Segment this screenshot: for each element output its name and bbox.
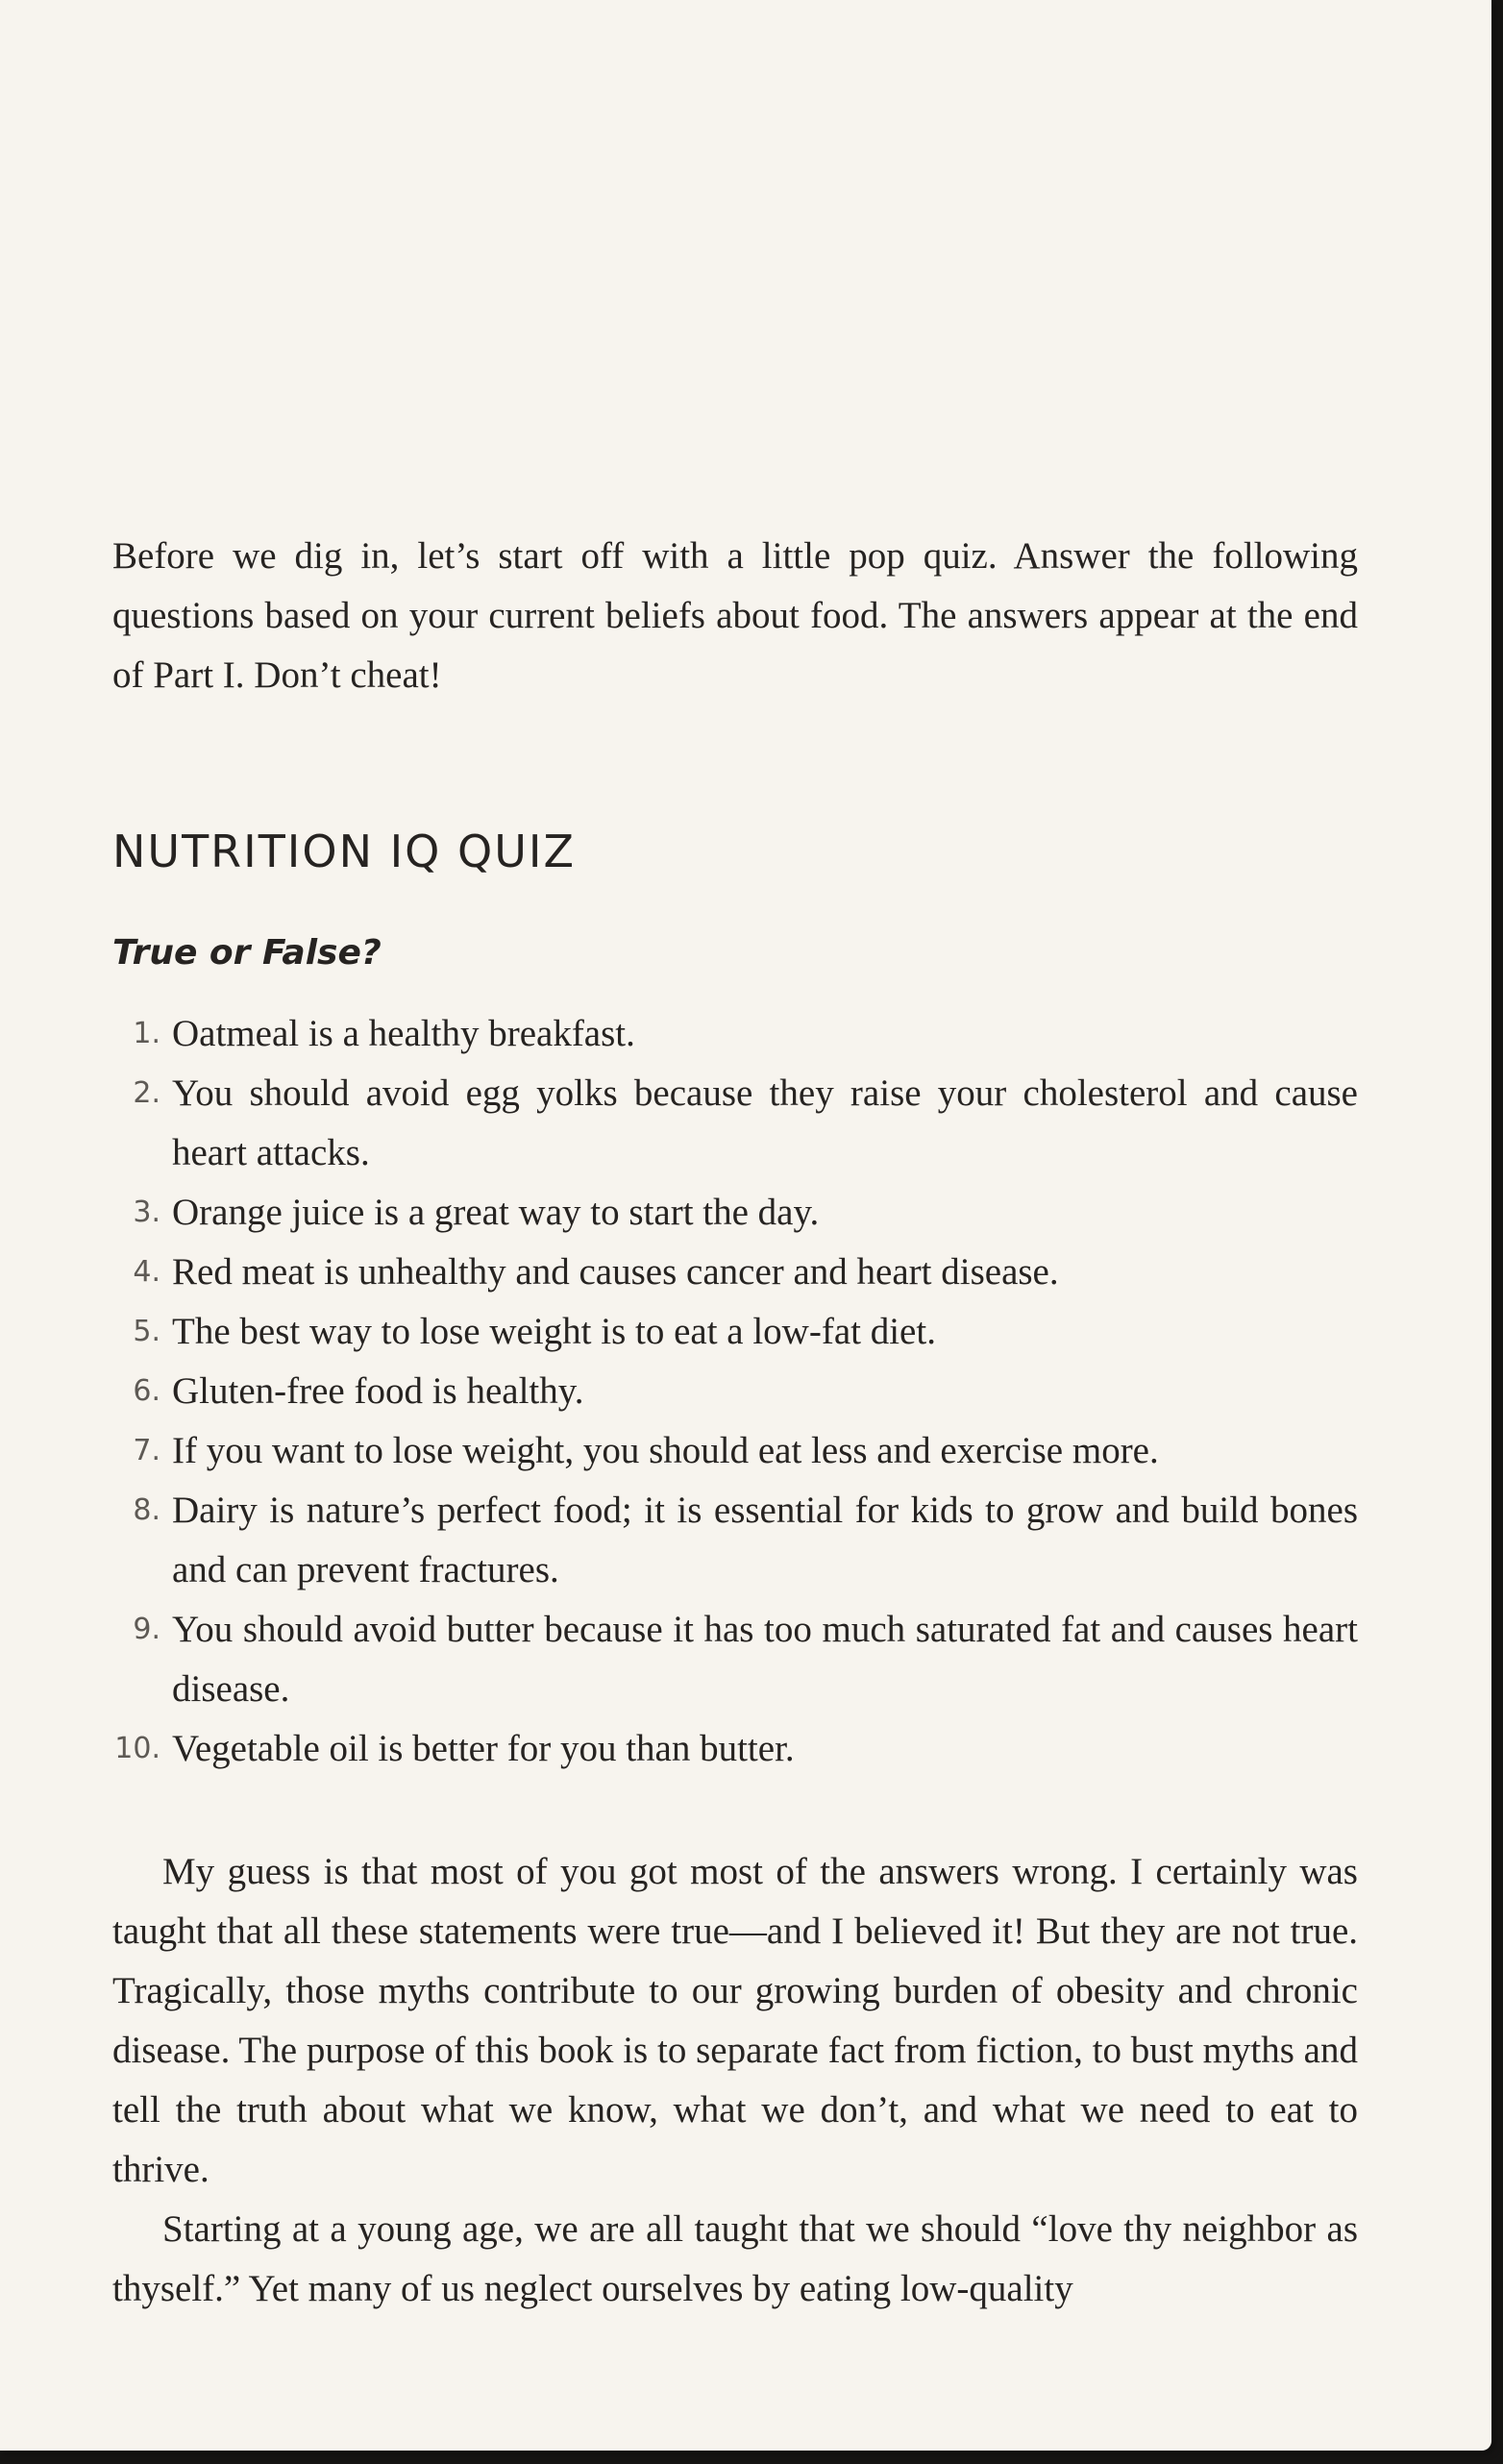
quiz-item bbox=[112, 1362, 1358, 1421]
quiz-item-text: The best way to lose weight is to eat a low-fat diet. bbox=[172, 1311, 936, 1352]
quiz-item-number: 10. bbox=[114, 1732, 160, 1765]
body-paragraph-2: Starting at a young age, we are all taught that we should “love thy neighbor as thyself.” Yet many of us neglect ourselves by eating low-quality bbox=[112, 2208, 1358, 2309]
quiz-item-text: Oatmeal is a healthy breakfast. bbox=[172, 1013, 635, 1054]
quiz-item bbox=[112, 1481, 1358, 1600]
quiz-item bbox=[112, 1004, 1358, 1064]
quiz-item bbox=[112, 1719, 1358, 1779]
body-text bbox=[112, 1842, 1358, 2319]
quiz-item-text: You should avoid butter because it has too much saturated fat and causes heart disease. bbox=[172, 1609, 1358, 1710]
quiz-item bbox=[112, 1600, 1358, 1719]
quiz-item-text: Vegetable oil is better for you than butter. bbox=[172, 1728, 795, 1769]
quiz-item-number: 1. bbox=[133, 1017, 160, 1050]
intro-paragraph: Before we dig in, let’s start off with a little pop quiz. Answer the following questions based on your current beliefs about food. The answers appear at the end of Part I. Don’t cheat! bbox=[112, 535, 1358, 696]
quiz-item-text: Gluten-free food is healthy. bbox=[172, 1370, 584, 1412]
quiz-item-text: Dairy is nature’s perfect food; it is essential for kids to grow and build bones and can prevent fractures. bbox=[172, 1490, 1358, 1590]
quiz-item-number: 9. bbox=[133, 1613, 160, 1646]
quiz-item-text: You should avoid egg yolks because they raise your cholesterol and cause heart attacks. bbox=[172, 1072, 1358, 1173]
quiz-item-number: 8. bbox=[133, 1493, 160, 1527]
quiz-item-text: Orange juice is a great way to start the day. bbox=[172, 1192, 820, 1233]
quiz-item-number: 4. bbox=[133, 1255, 160, 1289]
quiz-item bbox=[112, 1302, 1358, 1362]
quiz-list bbox=[112, 1004, 1358, 1779]
quiz-item bbox=[112, 1064, 1358, 1183]
quiz-item-number: 6. bbox=[133, 1374, 160, 1408]
quiz-subheading: True or False? bbox=[112, 933, 382, 973]
quiz-item-number: 7. bbox=[133, 1434, 160, 1467]
quiz-item bbox=[112, 1183, 1358, 1243]
quiz-item bbox=[112, 1421, 1358, 1481]
quiz-item-text: Red meat is unhealthy and causes cancer and heart disease. bbox=[172, 1251, 1059, 1293]
body-paragraph-1: My guess is that most of you got most of the answers wrong. I certainly was taught that all these statements were true—and I believed it! But they are not true. Tragically, those myths contribute to our growing burden of obesity and chronic disease. The purpose of this book is to separate fact from fiction, to bust myths and tell the truth about what we know, what we don’t, and what we need to eat to thrive. bbox=[112, 1851, 1358, 2190]
quiz-item-text: If you want to lose weight, you should eat less and exercise more. bbox=[172, 1430, 1159, 1471]
quiz-item-number: 5. bbox=[133, 1315, 160, 1348]
quiz-item bbox=[112, 1243, 1358, 1302]
quiz-item-number: 2. bbox=[133, 1076, 160, 1110]
quiz-item-number: 3. bbox=[133, 1195, 160, 1229]
quiz-heading: NUTRITION IQ QUIZ bbox=[112, 825, 576, 877]
